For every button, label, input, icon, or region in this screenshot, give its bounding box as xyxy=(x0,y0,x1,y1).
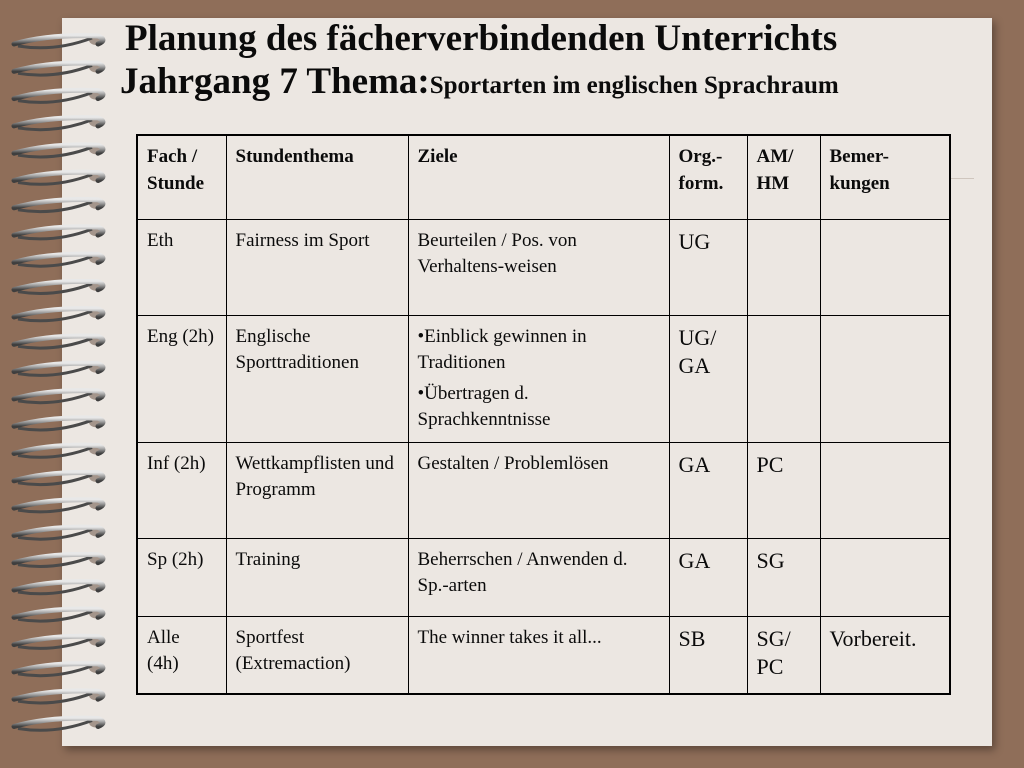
cell-org: UG/ GA xyxy=(669,315,747,442)
cell-bem xyxy=(820,538,950,616)
header-stundenthema: Stundenthema xyxy=(226,135,408,219)
ziele-bullet: •Einblick gewinnen in Traditionen xyxy=(417,325,587,374)
cell-ziele: Beherrschen / Anwenden d. Sp.-arten xyxy=(408,538,669,616)
cell-ziele xyxy=(408,315,669,442)
cell-org: GA xyxy=(669,538,747,616)
table-row xyxy=(137,315,950,442)
paper-line xyxy=(948,178,974,179)
cell-am: PC xyxy=(747,442,820,538)
cell-thema: Wettkampflisten und Programm xyxy=(226,442,408,538)
table-row xyxy=(137,442,950,538)
header-am-hm: AM/ HM xyxy=(747,135,820,219)
spiral-binding-icon xyxy=(0,0,120,768)
cell-fach-line: (4h) xyxy=(147,653,179,675)
cell-thema: Englische Sporttraditionen xyxy=(226,315,408,442)
cell-thema-line: Sportfest xyxy=(235,626,305,648)
title-line-2 xyxy=(120,61,970,104)
table-header-row xyxy=(137,135,950,219)
cell-fach: Eng (2h) xyxy=(137,315,226,442)
cell-org: UG xyxy=(669,219,747,315)
cell-org: GA xyxy=(669,442,747,538)
cell-thema: Fairness im Sport xyxy=(226,219,408,315)
cell-fach: Eth xyxy=(137,219,226,315)
header-fach: Fach / Stunde xyxy=(137,135,226,219)
cell-thema-line: (Extremaction) xyxy=(235,653,351,675)
title-topic: Sportarten im englischen Sprachraum xyxy=(429,71,839,99)
title-line-1: Planung des fächerverbindenden Unterrichts xyxy=(125,18,838,59)
cell-bem xyxy=(820,442,950,538)
cell-am: SG xyxy=(747,538,820,616)
cell-bem xyxy=(820,315,950,442)
cell-am: SG/ PC xyxy=(747,616,820,694)
cell-am xyxy=(747,315,820,442)
table-row xyxy=(137,538,950,616)
table-row xyxy=(137,219,950,315)
cell-thema: Training xyxy=(226,538,408,616)
header-bemerkungen: Bemer-kungen xyxy=(820,135,950,219)
cell-bem: Vorbereit. xyxy=(820,616,950,694)
cell-fach-line: Alle xyxy=(147,626,180,648)
cell-org: SB xyxy=(669,616,747,694)
header-ziele: Ziele xyxy=(408,135,669,219)
ziele-bullet: •Übertragen d. Sprachkenntnisse xyxy=(417,382,551,431)
cell-ziele: Gestalten / Problemlösen xyxy=(408,442,669,538)
cell-fach: Inf (2h) xyxy=(137,442,226,538)
page-title xyxy=(120,18,970,103)
cell-ziele: Beurteilen / Pos. von Verhaltens-weisen xyxy=(408,219,669,315)
title-jahrgang: Jahrgang 7 Thema: xyxy=(120,60,430,102)
planning-table xyxy=(136,134,951,695)
cell-ziele: The winner takes it all... xyxy=(408,616,669,694)
header-orgform: Org.-form. xyxy=(669,135,747,219)
cell-thema xyxy=(226,616,408,694)
table-row xyxy=(137,616,950,694)
cell-fach: Sp (2h) xyxy=(137,538,226,616)
cell-bem xyxy=(820,219,950,315)
cell-fach xyxy=(137,616,226,694)
cell-am xyxy=(747,219,820,315)
